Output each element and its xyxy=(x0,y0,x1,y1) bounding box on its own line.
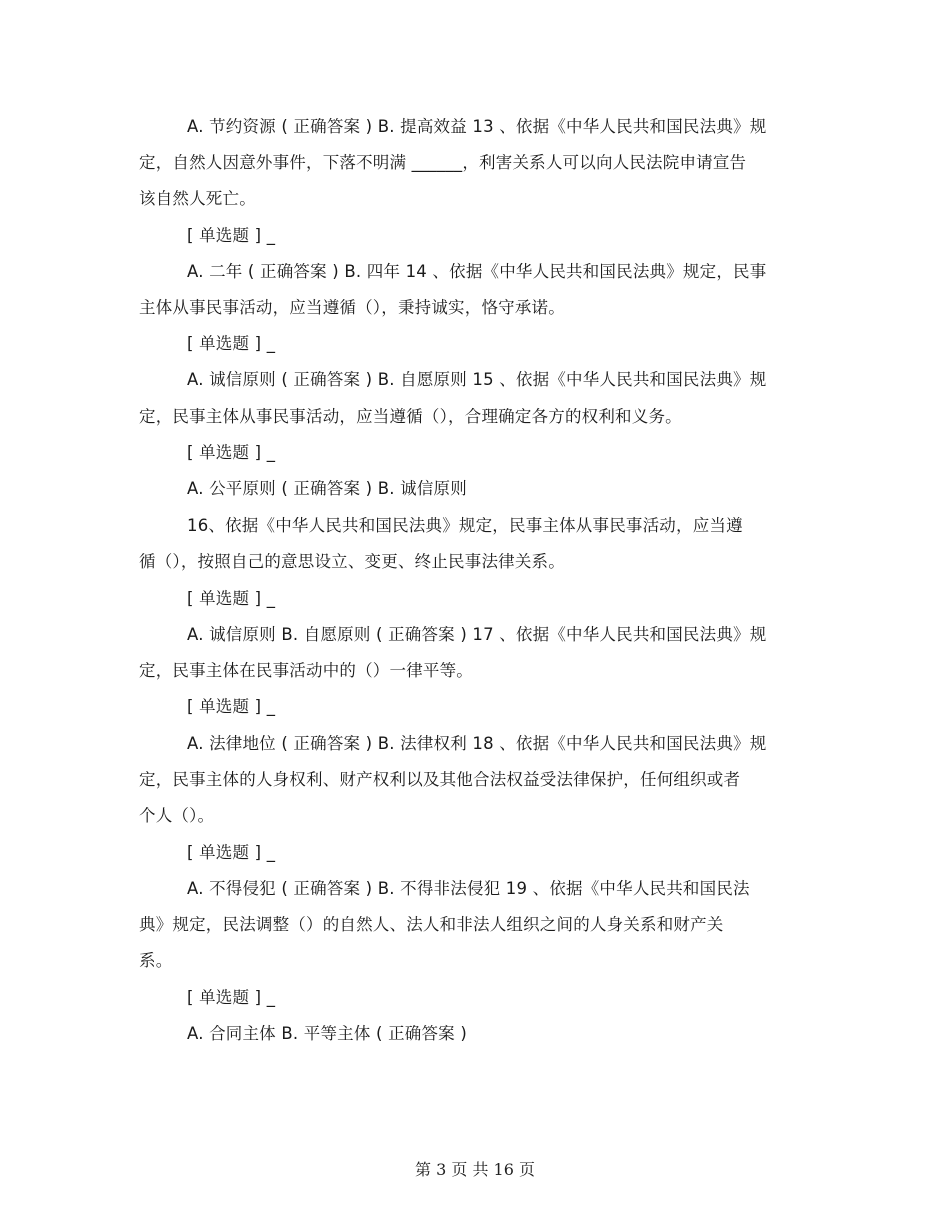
text-line: 该自然人死亡。 xyxy=(139,189,256,208)
text-line: A. 诚信原则 ( 正确答案 ) B. 自愿原则 15 、依据《中华人民共和国民法典》规 xyxy=(187,370,767,389)
page-footer: 第 3 页 共 16 页 xyxy=(415,1160,535,1179)
text-line: A. 不得侵犯 ( 正确答案 ) B. 不得非法侵犯 19 、依据《中华人民共和国民法 xyxy=(187,879,750,898)
text-line: A. 合同主体 B. 平等主体 ( 正确答案 ) xyxy=(187,1024,467,1043)
text-line: 定，民事主体的人身权利、财产权利以及其他合法权益受法律保护，任何组织或者 xyxy=(139,770,741,789)
question-type-label: [ 单选题 ] _ xyxy=(187,843,276,862)
question-type-label: [ 单选题 ] _ xyxy=(187,443,276,462)
question-type-label: [ 单选题 ] _ xyxy=(187,988,276,1007)
text-line: A. 节约资源 ( 正确答案 ) B. 提高效益 13 、依据《中华人民共和国民法典》规 xyxy=(187,117,767,136)
text-line: 个人（）。 xyxy=(139,806,215,825)
question-type-label: [ 单选题 ] _ xyxy=(187,697,276,716)
text-line: 定，民事主体从事民事活动，应当遵循（），合理确定各方的权利和义务。 xyxy=(139,407,682,426)
text-line: 主体从事民事活动，应当遵循（），秉持诚实，恪守承诺。 xyxy=(139,298,565,317)
text-line: A. 诚信原则 B. 自愿原则 ( 正确答案 ) 17 、依据《中华人民共和国民法典》规 xyxy=(187,625,767,644)
question-type-label: [ 单选题 ] _ xyxy=(187,589,276,608)
question-type-label: [ 单选题 ] _ xyxy=(187,334,276,353)
text-line: 系。 xyxy=(139,951,173,970)
text-line: 16、依据《中华人民共和国民法典》规定，民事主体从事民事活动，应当遵 xyxy=(187,516,743,535)
text-line: A. 法律地位 ( 正确答案 ) B. 法律权利 18 、依据《中华人民共和国民法典》规 xyxy=(187,734,767,753)
text-line: 循（），按照自己的意思设立、变更、终止民事法律关系。 xyxy=(139,552,565,571)
text-line: 定，民事主体在民事活动中的（）一律平等。 xyxy=(139,661,473,680)
text-line: A. 公平原则 ( 正确答案 ) B. 诚信原则 xyxy=(187,479,467,498)
text-line: 典》规定，民法调整（）的自然人、法人和非法人组织之间的人身关系和财产关 xyxy=(139,915,724,934)
text-line: 定，自然人因意外事件，下落不明满 ______，利害关系人可以向人民法院申请宣告 xyxy=(139,153,747,172)
text-line: A. 二年 ( 正确答案 ) B. 四年 14 、依据《中华人民共和国民法典》规定，民事 xyxy=(187,262,767,281)
question-type-label: [ 单选题 ] _ xyxy=(187,226,276,245)
